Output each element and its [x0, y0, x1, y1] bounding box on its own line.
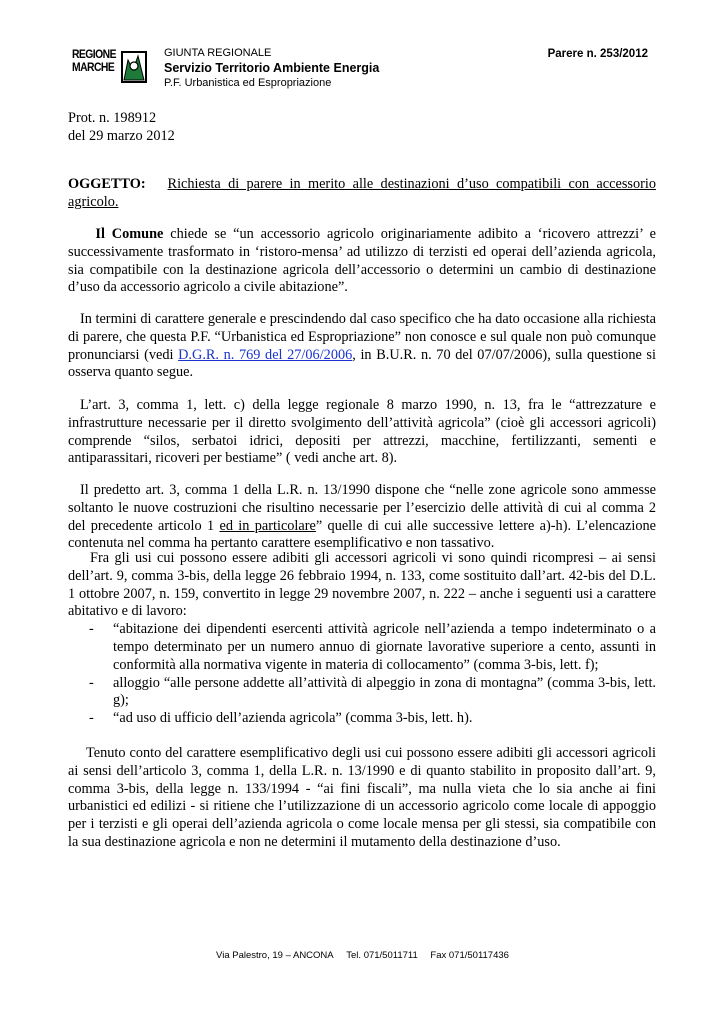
list-dash: - — [89, 621, 94, 638]
paragraph-conclusion: Tenuto conto del carattere esemplificativo degli usi cui possono essere adibiti gli accessori agricoli ai sensi dell’articolo 3, comma 1, della L.R. n. 13/1990 e di quanto stabilito in proposito dall’art. 9, comma 3-bis, della legge n. 133/1994 - “ai fini fiscali”, ma nulla vieta che lo sia anche ai fini urbanistici ed edilizi - si ritiene che l’utilizzazione di un accessorio agricolo come locale di appoggio per i terzisti e gli operai dell’azienda agricola o come locale mensa per gli stessi, sia compatibile con la sua destinazione agricola e non ne determini il mutamento della destinazione d’uso. — [68, 745, 656, 850]
protocol-date: del 29 marzo 2012 — [68, 127, 175, 144]
parere-number: Parere n. 253/2012 — [547, 48, 648, 60]
header-organization — [164, 46, 379, 91]
org-servizio: Servizio Territorio Ambiente Energia — [164, 61, 380, 75]
paragraph-2-text-a: In termini di carattere generale e prescindendo dal caso specifico che ha dato occasione alla richiesta di parere, che questa P.F. “Urbanistica ed Espropriazione” non conosce e sul quale non può comunque pronunciarsi (vedi — [68, 311, 656, 363]
logo-text-regione: REGIONE — [72, 49, 116, 61]
dgr-link[interactable]: D.G.R. n. 769 del 27/06/2006 — [178, 346, 353, 363]
uses-list — [68, 621, 656, 728]
protocol-number: Prot. n. 198912 — [68, 110, 157, 126]
paragraph-comune-request — [68, 226, 656, 297]
paragraph-predetto-art — [68, 482, 656, 553]
paragraph-article-3: L’art. 3, comma 1, lett. c) della legge regionale 8 marzo 1990, n. 13, fra le “attrezzature e infrastrutture necessarie per il diretto svolgimento dell’attività agricola” (cioè gli accessori agricoli) comprende “silos, serbatoi idrici, depositi per attrezzi, macchine, fertilizzanti, sementi e antiparassitari, ricoveri per bestiame” ( vedi anche art. 8). — [68, 397, 656, 467]
list-item-text: “ad uso di ufficio dell’azienda agricola” (comma 3-bis, lett. h). — [113, 710, 473, 727]
paragraph-5-intro: Fra gli usi cui possono essere adibiti gli accessori agricoli vi sono quindi ricompresi – ai sensi dell’art. 9, comma 3-bis, della legge 26 febbraio 1994, n. 133, come sostituito dall’art. 42-bis del D.L. 1 ottobre 2007, n. 159, convertito in legge 29 novembre 2007, n. 222 – anche i seguenti usi a carattere abitativo e di lavoro: — [68, 550, 656, 620]
paragraph-usi-list — [68, 550, 656, 728]
footer-fax: Fax 071/50117436 — [430, 950, 509, 961]
org-giunta: GIUNTA REGIONALE — [164, 47, 272, 59]
list-dash: - — [89, 674, 94, 691]
subject-block — [68, 176, 656, 212]
paragraph-general-terms — [68, 311, 656, 382]
list-item — [68, 675, 656, 711]
subject-text: Richiesta di parere in merito alle destinazioni d’uso compatibili con accessorio agricolo. — [68, 176, 656, 210]
logo-text-marche: MARCHE — [72, 62, 115, 74]
paragraph-4-text-a: Il predetto art. 3, comma 1 della L.R. n. 13/1990 dispone che “nelle zone agricole sono ammesse soltanto le nuove costruzioni che risultino necessarie per l’esercizio delle attività di cui al comma 2 del precedente articolo 1 — [68, 482, 656, 534]
list-item-text: “abitazione dei dipendenti esercenti attività agricole nell’azienda a tempo indeterminato o a tempo determinato per un numero annuo di giornate lavorative superiore a cento, assunti in conformità alla normativa vigente in materia di collocamento” (comma 3-bis, lett. f); — [113, 621, 656, 673]
list-dash: - — [89, 710, 94, 727]
paragraph-4-text-b: ” quelle di cui alle successive lettere a)-h). L’elencazione contenuta nel comma ha pertanto carattere esemplificativo e non tassativo. — [68, 517, 657, 552]
comune-label: Il Comune — [95, 226, 164, 242]
org-pf: P.F. Urbanistica ed Espropriazione — [164, 77, 332, 89]
footer-tel: Tel. 071/5011711 — [346, 950, 418, 961]
list-item — [68, 621, 656, 674]
protocol-block — [68, 110, 656, 146]
paragraph-1-text: chiede se “un accessorio agricolo originariamente adibito a ‘ricovero attrezzi’ e successivamente trasformato in ‘ristoro-mensa’ ad utilizzo di terzisti ed operai dell’azienda agricola, sia compatibile con la destinazione agricola dell’accessorio o determini un cambio di destinazione d’uso da accessorio agricolo a civile abitazione”. — [68, 226, 656, 296]
subject-label: OGGETTO: — [68, 176, 146, 192]
paragraph-4-underlined: ed in particolare — [219, 517, 316, 534]
footer-contacts — [0, 950, 725, 961]
footer-address: Via Palestro, 19 – ANCONA — [216, 950, 334, 961]
list-item-text: alloggio “alle persone addette all’attività di alpeggio in zona di montagna” (comma 3-bis, lett. g); — [113, 674, 656, 709]
list-item — [68, 710, 656, 728]
paragraph-2-text-b: , in B.U.R. n. 70 del 07/07/2006), sulla questione si osserva quanto segue. — [68, 346, 656, 381]
